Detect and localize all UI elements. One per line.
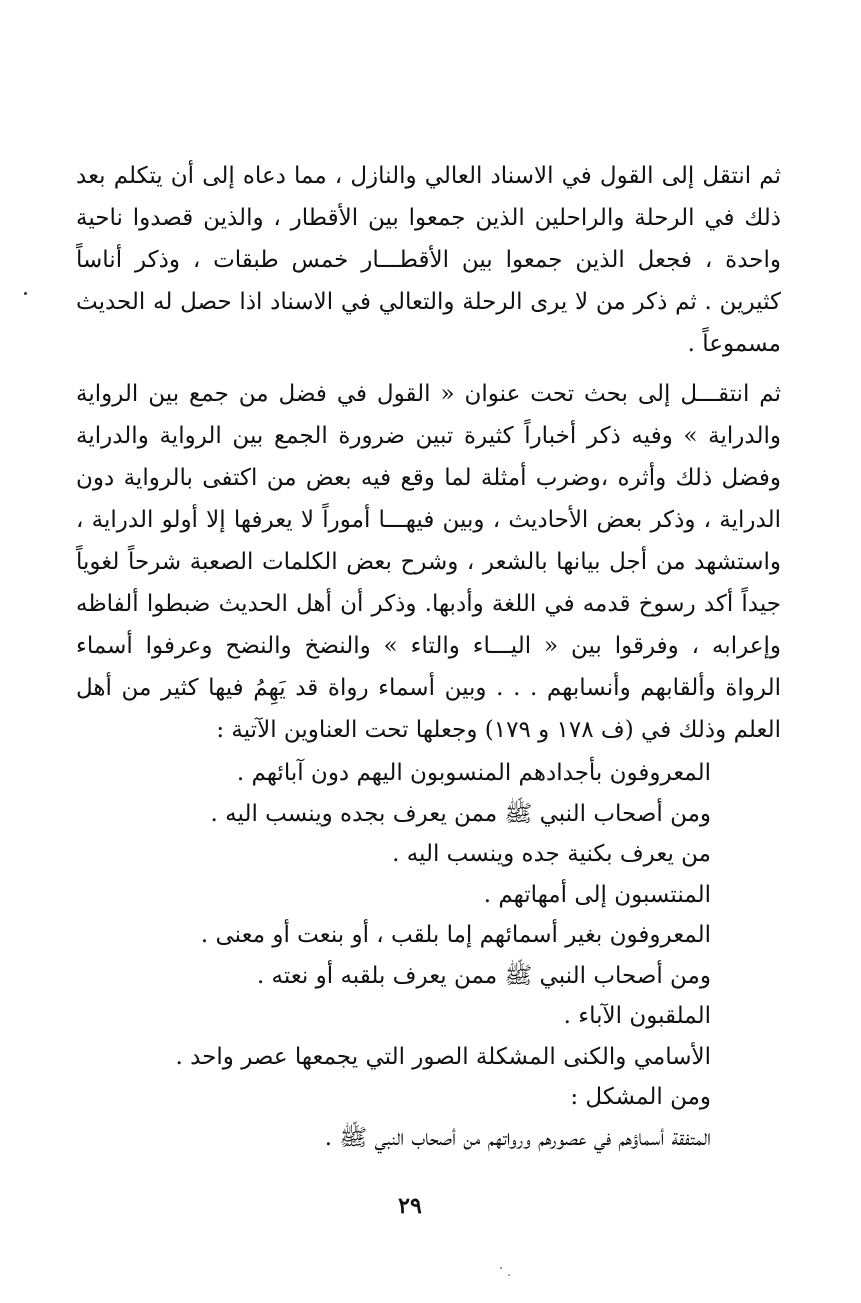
list-item: المنتسبون إلى أمهاتهم . <box>483 881 711 908</box>
list-item: المتفقة أسماؤهم في عصورهم ورواتهم من أصحاب النبي ﷺ . <box>324 1124 711 1151</box>
scan-speck <box>500 1267 502 1269</box>
list-item: ومن المشكل : <box>570 1084 711 1110</box>
list-item: الملقبون الآباء . <box>563 1003 711 1029</box>
list-item: الأسامي والكنى المشكلة الصور التي يجمعها عصر واحد . <box>175 1043 711 1070</box>
scan-speck <box>508 1274 510 1276</box>
list-item: المعروفون بغير أسمائهم إما بلقب ، أو بنعت أو معنى . <box>200 922 711 948</box>
list-item: ومن أصحاب النبي ﷺ ممن يعرف بلقبه أو نعته . <box>256 962 711 989</box>
list-item: من يعرف بكنية جده وينسب اليه . <box>392 841 711 867</box>
page-number: ٢٩ <box>398 1193 422 1219</box>
list-item: ومن أصحاب النبي ﷺ ممن يعرف بجده وينسب اليه . <box>210 800 711 827</box>
headings-list <box>76 753 711 1158</box>
paragraph-1: ثم انتقل إلى القول في الاسناد العالي والنازل ، مما دعاه إلى أن يتكلم بعد ذلك في الرحلة والراحلين الذين جمعوا بين الأقطار ، والذين قصدوا ناحية واحدة ، فجعل الذين جمعوا بين الأقطـــار خمس طبقات ، وذكر أناساً كثيرين . ثم ذكر من لا يرى الرحلة والتعالي في الاسناد اذا حصل له الحديث مسموعاً . <box>76 163 781 357</box>
scan-speck <box>24 292 27 295</box>
list-item: المعروفون بأجدادهم المنسوبون اليهم دون آبائهم . <box>236 760 711 786</box>
paragraph-2: ثم انتقـــل إلى بحث تحت عنوان « القول في فضل من جمع بين الرواية والدراية » وفيه ذكر أخباراً كثيرة تبين ضرورة الجمع بين الرواية والدراية وفضل ذلك وأثره ،وضرب أمثلة لما وقع فيه بعض من اكتفى بالرواية دون الدراية ، وذكر بعض الأحاديث ، وبين فيهـــا أموراً لا يعرفها إلا أولو الدراية ، واستشهد من أجل بيانها بالشعر ، وشرح بعض الكلمات الصعبة شرحاً لغوياً جيداً أكد رسوخ قدمه في اللغة وأدبها. وذكر أن أهل الحديث ضبطوا ألفاظه وإعرابه ، وفرقوا بين « اليـــاء والتاء » والنضخ والنضح وعرفوا أسماء الرواة وألقابهم وأنسابهم . . . وبين أسماء رواة قد يَهِمُ فيها كثير من أهل العلم وذلك في (ف ١٧٨ و ١٧٩) وجعلها تحت العناوين الآتية : <box>76 381 781 743</box>
